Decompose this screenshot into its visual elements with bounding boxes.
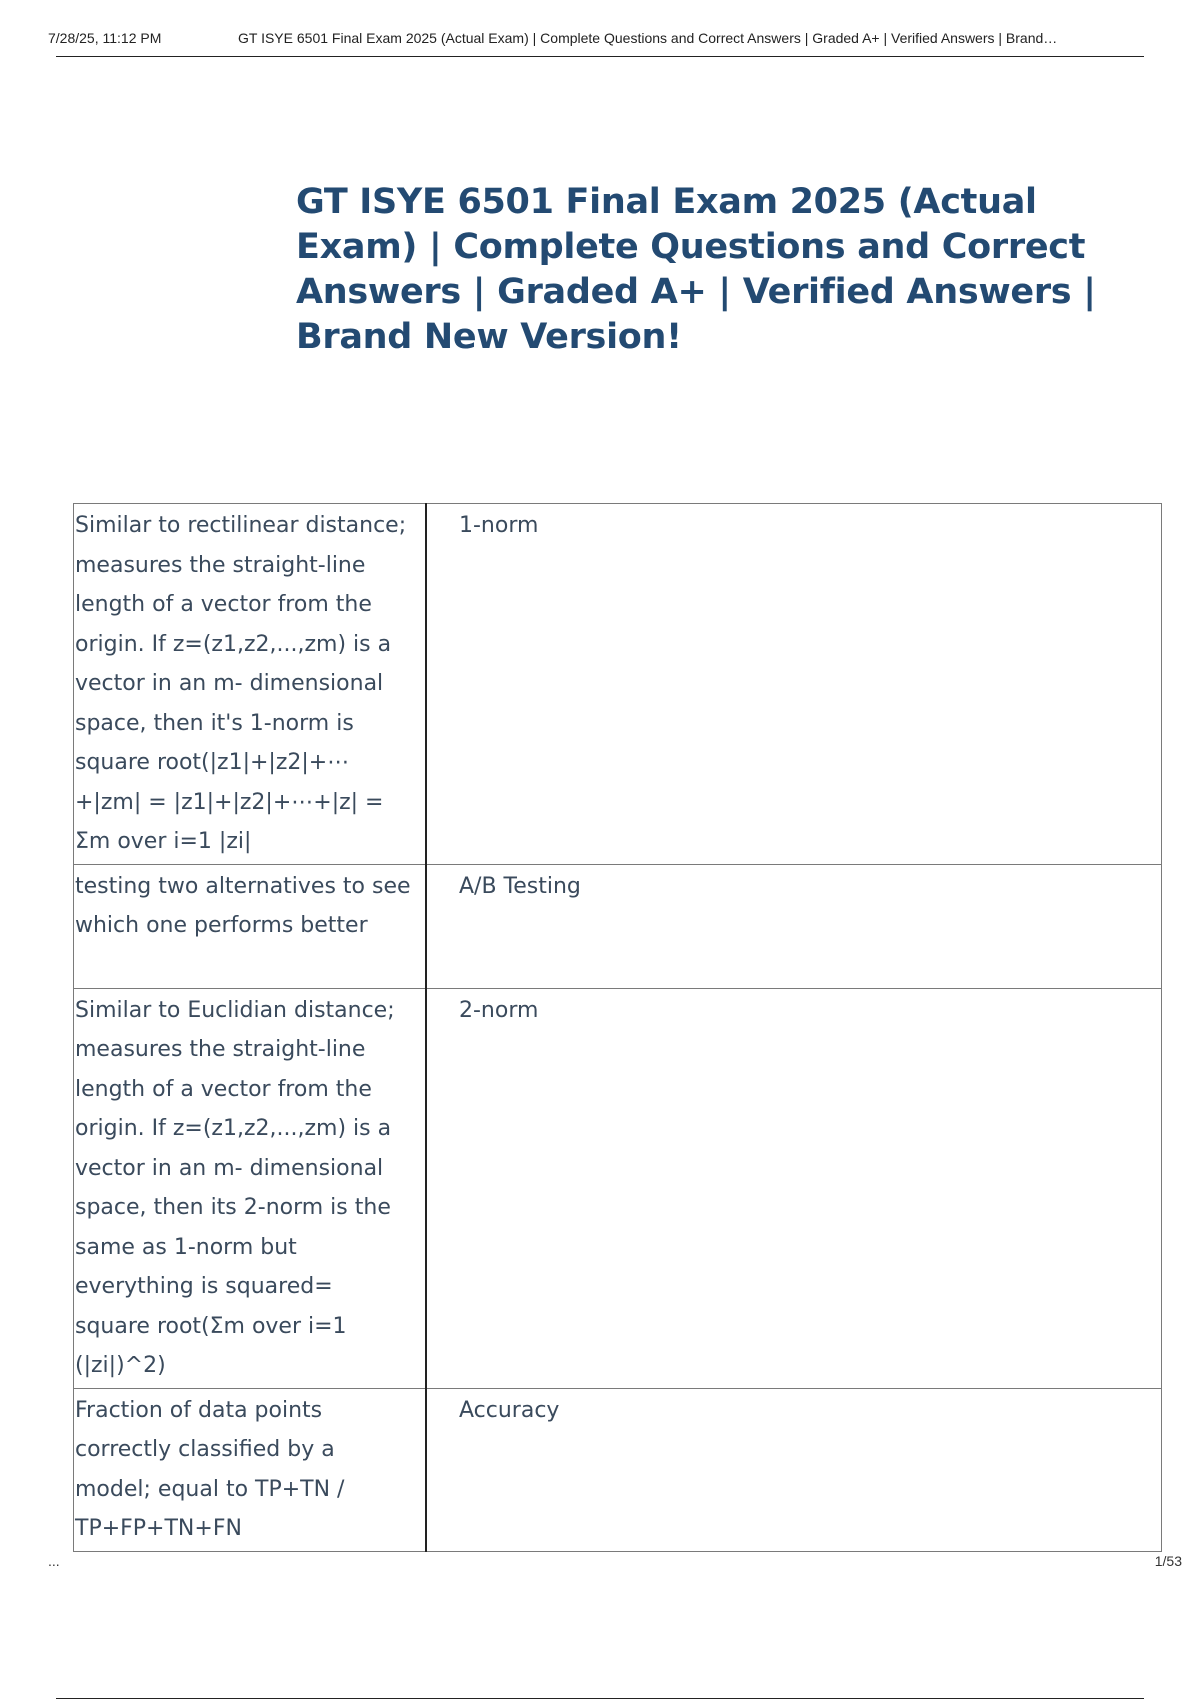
question-cell: Similar to rectilinear distance; measures the straight-line length of a vector from the origin. If z=(z1,z2,...,zm) is a vector in an m- dimensional space, then it's 1-norm is square root(|z1|+|z2|+⋯+|zm| = |z1|+|z2|+⋯+|z| = Σm over i=1 |zi| — [74, 504, 427, 865]
print-document-title: GT ISYE 6501 Final Exam 2025 (Actual Exam) | Complete Questions and Correct Answers | Graded A+ | Verified Answers | Brand… — [238, 30, 1058, 46]
table-row — [74, 988, 1162, 1388]
table-row — [74, 864, 1162, 988]
answer-cell: 2-norm — [426, 988, 1162, 1388]
answer-cell: Accuracy — [426, 1388, 1162, 1551]
answer-cell: A/B Testing — [426, 864, 1162, 988]
answer-cell: 1-norm — [426, 504, 1162, 865]
table-row — [74, 1388, 1162, 1551]
footer-divider — [56, 1698, 1144, 1699]
header-divider — [56, 56, 1144, 57]
page-number: 1/53 — [1154, 1553, 1182, 1569]
print-header — [48, 30, 1178, 52]
question-answer-table — [73, 503, 1162, 1552]
question-cell: Fraction of data points correctly classified by a model; equal to TP+TN / TP+FP+TN+FN — [74, 1388, 427, 1551]
table-row — [74, 504, 1162, 865]
page-title: GT ISYE 6501 Final Exam 2025 (Actual Exam) | Complete Questions and Correct Answers | Graded A+ | Verified Answers | Brand New Version! — [296, 182, 1096, 357]
footer-ellipsis: ... — [48, 1553, 60, 1569]
question-cell: testing two alternatives to see which one performs better — [74, 864, 427, 988]
print-datetime: 7/28/25, 11:12 PM — [48, 30, 162, 46]
question-cell: Similar to Euclidian distance; measures the straight-line length of a vector from the origin. If z=(z1,z2,...,zm) is a vector in an m- dimensional space, then its 2-norm is the same as 1-norm but everything is squared= square root(Σm over i=1 (|zi|)^2) — [74, 988, 427, 1388]
